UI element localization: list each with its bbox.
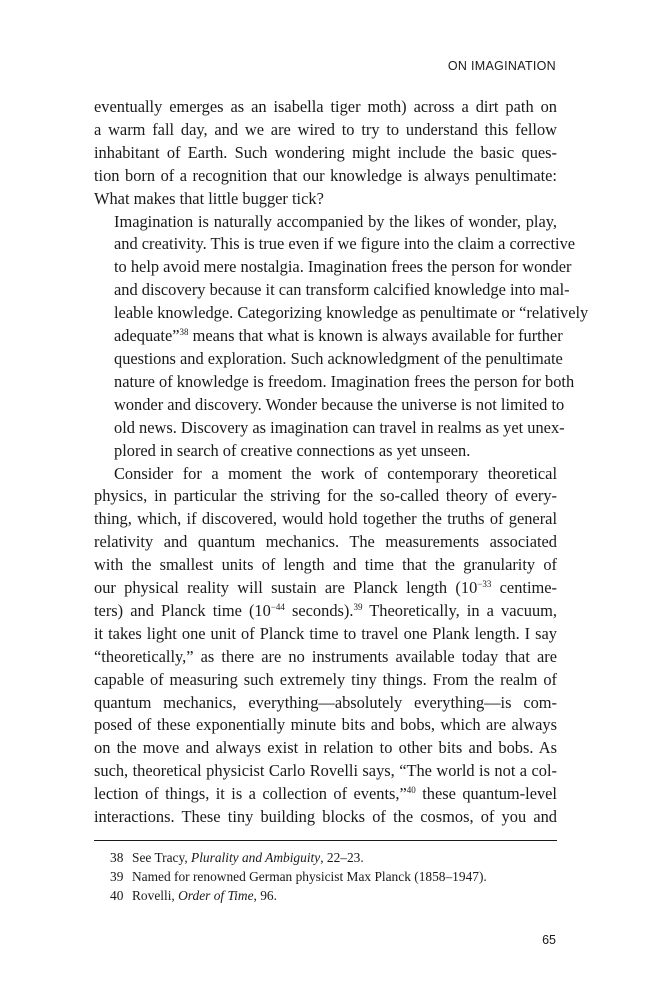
text-line: tion born of a recognition that our knowledge is always penultimate:	[94, 165, 557, 185]
text-line	[94, 783, 557, 806]
text-line: such, theoretical physicist Carlo Rovelli says, “The world is not a col-	[94, 761, 557, 781]
text-line: physics, in particular the striving for the so-called theory of every-	[94, 486, 557, 506]
text-line: questions and exploration. Such acknowledgment of the penultimate	[114, 348, 563, 368]
text-fragment: ters) and Planck time (10	[94, 600, 271, 620]
text-line: with the smallest units of length and time that the granularity of	[94, 555, 557, 575]
text-fragment: our physical reality will sustain are Planck length (10	[94, 578, 478, 598]
text-fragment: Rovelli,	[132, 888, 179, 903]
text-line: on the move and always exist in relation to other bits and bobs. As	[94, 738, 557, 758]
running-head: ON IMAGINATION	[447, 59, 556, 73]
body-text	[94, 96, 589, 829]
book-title: Order of Time	[178, 888, 254, 903]
text-fragment: means that what is known is always available for further	[188, 326, 563, 346]
text-fragment: , 22–23.	[320, 850, 364, 865]
text-line: plored in search of creative connections as yet unseen.	[114, 440, 471, 460]
text-line: eventually emerges as an isabella tiger moth) across a dirt path on	[94, 97, 557, 116]
text-fragment: , 96.	[253, 888, 277, 903]
footnote-number: 38	[110, 850, 124, 865]
text-line: wonder and discovery. Wonder because the universe is not limited to	[114, 394, 565, 414]
footnotes	[94, 848, 557, 905]
text-line: Imagination is naturally accompanied by the likes of wonder, play,	[114, 211, 557, 231]
text-line: posed of these exponentially minute bits and bobs, which are always	[94, 715, 557, 735]
paragraph-1	[94, 96, 557, 211]
footnote-number: 39	[110, 869, 124, 884]
text-line: quantum mechanics, everything—absolutely everything—is com-	[94, 692, 557, 712]
footnote-ref-39[interactable]: 39	[353, 601, 363, 612]
text-line: capable of measuring such extremely tiny things. From the realm of	[94, 669, 557, 689]
text-line: thing, which, if discovered, would hold together the truths of general	[94, 509, 557, 529]
footnote-ref-40[interactable]: 40	[406, 785, 416, 796]
text-line: a warm fall day, and we are wired to try to understand this fellow	[94, 119, 557, 139]
text-line: Consider for a moment the work of contemporary theoretical	[114, 463, 557, 483]
text-fragment: lection of things, it is a collection of events,”	[94, 784, 407, 804]
text-fragment: Theoretically, in a vacuum,	[362, 600, 557, 620]
exponent: −44	[270, 601, 285, 612]
text-line	[94, 600, 557, 623]
footnote-ref-38[interactable]: 38	[179, 327, 189, 338]
text-line: it takes light one unit of Planck time to travel one Plank length. I say	[94, 623, 557, 643]
text-line: leable knowledge. Categorizing knowledge as penultimate or “relatively	[114, 303, 589, 323]
text-line: What makes that little bugger tick?	[94, 188, 324, 208]
exponent: −33	[477, 579, 492, 590]
footnote-39	[94, 867, 557, 886]
text-line: and creativity. This is true even if we figure into the claim a corrective	[114, 234, 576, 254]
text-fragment: adequate”	[114, 326, 180, 346]
paragraph-3	[94, 463, 557, 830]
text-line	[94, 577, 557, 600]
text-fragment: seconds).	[284, 600, 354, 620]
text-fragment: centime-	[491, 578, 557, 598]
text-line: inhabitant of Earth. Such wondering might include the basic ques-	[94, 142, 557, 162]
text-fragment: Named for renowned German physicist Max Planck (1858–1947).	[132, 869, 487, 884]
text-line: to help avoid mere nostalgia. Imagination frees the person for wonder	[114, 257, 572, 277]
footnote-number: 40	[110, 888, 124, 903]
text-line: nature of knowledge is freedom. Imagination frees the person for both	[114, 371, 575, 391]
footnote-38	[94, 848, 557, 867]
footnote-40	[94, 886, 557, 905]
book-title: Plurality and Ambiguity	[191, 850, 321, 865]
footnote-text	[132, 886, 277, 905]
text-line: old news. Discovery as imagination can travel in realms as yet unex-	[114, 417, 565, 437]
footnote-separator	[94, 840, 557, 841]
text-line: relativity and quantum mechanics. The measurements associated	[94, 532, 557, 552]
footnote-text	[132, 848, 364, 867]
paragraph-2	[94, 211, 589, 463]
text-line: “theoretically,” as there are no instruments available today that are	[94, 646, 557, 666]
text-fragment: See Tracy,	[132, 850, 192, 865]
footnote-text	[132, 867, 487, 886]
text-line: interactions. These tiny building blocks of the cosmos, of you and	[94, 807, 557, 827]
text-line: and discovery because it can transform calcified knowledge into mal-	[114, 280, 570, 300]
text-line	[94, 325, 563, 348]
page-number: 65	[542, 933, 556, 947]
text-fragment: these quantum-level	[415, 784, 557, 804]
